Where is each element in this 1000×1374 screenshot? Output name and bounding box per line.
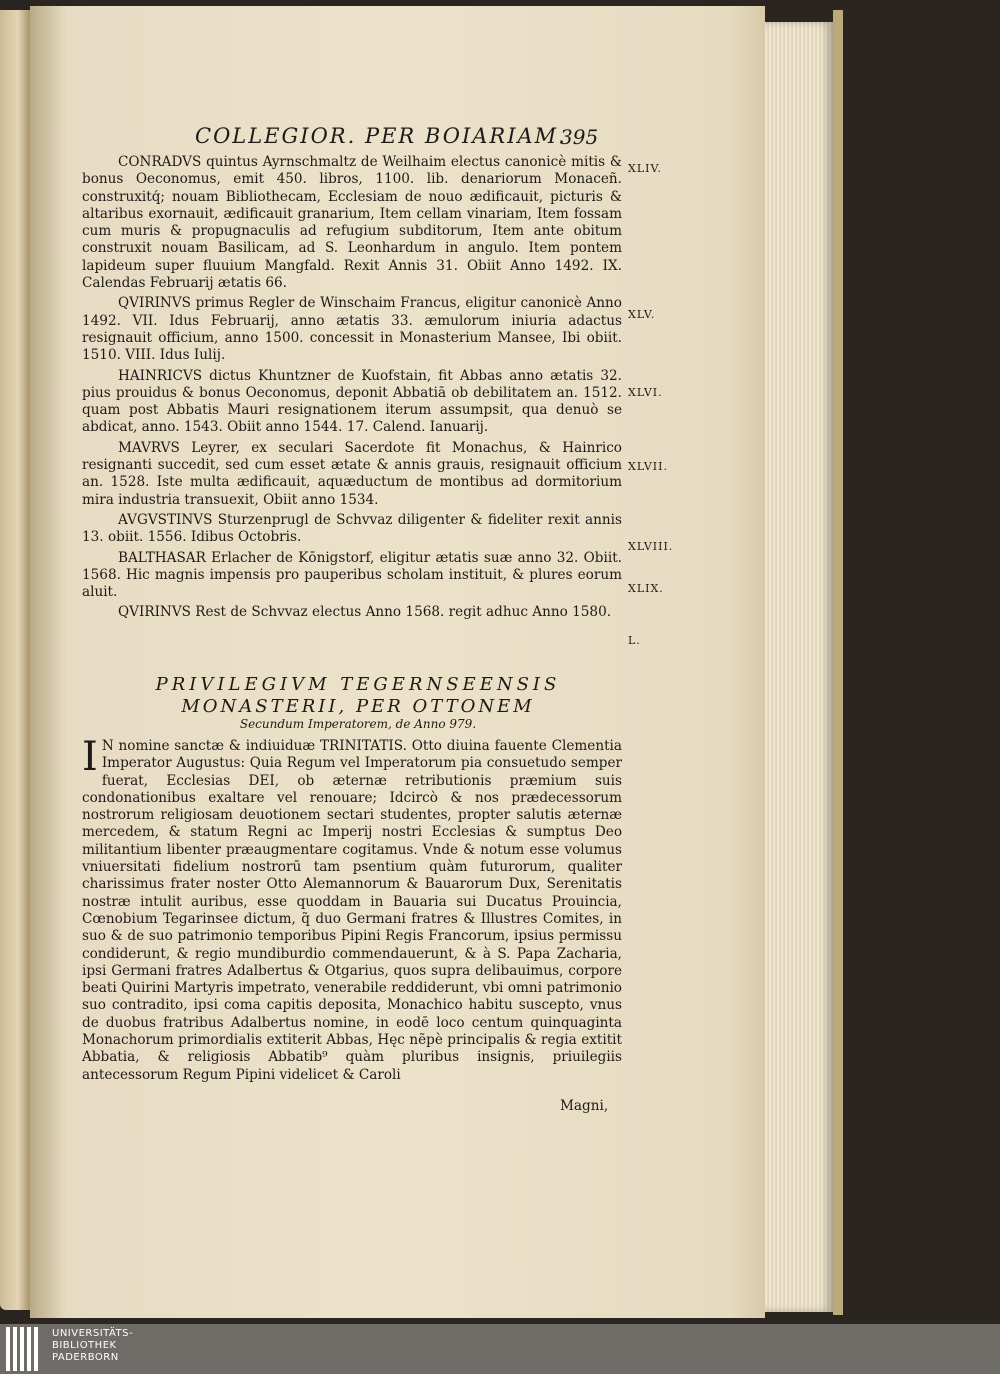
ordinal-marker: XLIV. (628, 162, 662, 175)
catchword: Magni, (560, 1098, 609, 1114)
book-cover-edge (833, 10, 843, 1315)
list-item: QVIRINVS primus Regler de Winschaim Francus, eligitur canonicè Anno 1492. VII. Idus Februarij, anno ætatis 33. æmulorum iniuria adactus resignauit officium, anno 1500. concessit in Monasterium Mansee, Ibi obiit. 1510. VIII. Idus Iulij. (82, 295, 622, 364)
section-subtitle: MONASTERII, PER OTTONEM (181, 696, 535, 717)
list-item: BALTHASAR Erlacher de Kōnigstorf, eligitur ætatis suæ anno 32. Obiit. 1568. Hic magnis impensis pro pauperibus scholam instituit, & plures eorum aluit. (82, 549, 622, 601)
list-item: AVGVSTINVS Sturzenprugl de Schvvaz diligenter & fideliter rexit annis 13. obiit. 1556. Idibus Octobris. (82, 511, 622, 546)
left-page-edge (0, 10, 30, 1310)
list-item: HAINRICVS dictus Khuntzner de Kuofstain, fit Abbas anno ætatis 32. pius prouidus & bonus Oeconomus, deponit Abbatiā ob debilitatem an. 1512. quam post Abbatis Mauri resignationem iterum assumpsit, qua denuò se abdicat, anno. 1543. Obiit anno 1544. 17. Calend. Ianuarij. (82, 367, 622, 436)
library-logo-icon (6, 1327, 42, 1371)
list-item: MAVRVS Leyrer, ex seculari Sacerdote fit Monachus, & Hainrico resignanti succedit, sed cum esset ætate & annis grauis, resignauit officium an. 1528. Iste multa ædificauit, aquæductum de montibus ad dormitorium mira industria transuexit, Obiit anno 1534. (82, 439, 622, 508)
page-number: 395 (560, 125, 599, 149)
ordinal-marker: XLIX. (628, 582, 664, 595)
library-name: UNIVERSITÄTS- BIBLIOTHEK PADERBORN (52, 1328, 134, 1363)
list-item: CONRADVS quintus Ayrnschmaltz de Weilhaim electus canonicè mitis & bonus Oeconomus, emit 450. libros, 1100. lib. denariorum Monaceñ. construxitq́; nouam Bibliothecam, Ecclesiam de nouo ædificauit, picturis & altaribus exornauit, ædificauit granarium, Item cellam vinariam, Item fossam cum muris & propugnaculis ad refugium subditorum, Item ante obitum construxit nouam Basilicam, ad S. Leonhardum in angulo. Item pontem lapideum super fluuium Mangfald. Rexit Annis 31. Obiit Anno 1492. IX. Calendas Februarij ætatis 66. (82, 154, 622, 292)
ordinal-marker: XLV. (628, 308, 656, 321)
ordinal-marker: XLVIII. (628, 540, 674, 553)
ordinal-marker: XLVI. (628, 386, 663, 399)
privilege-text (82, 734, 622, 1084)
page-edges (765, 22, 833, 1312)
section-date-line: Secundum Imperatorem, de Anno 979. (239, 717, 477, 731)
abbot-list (82, 154, 622, 625)
section-title: PRIVILEGIVM TEGERNSEENSIS (155, 674, 561, 695)
list-item: QVIRINVS Rest de Schvvaz electus Anno 1568. regit adhuc Anno 1580. (118, 604, 612, 621)
library-footer (0, 1324, 1000, 1374)
running-head: COLLEGIOR. PER BOIARIAM. (195, 124, 567, 148)
ordinal-marker: L. (628, 634, 641, 647)
ordinal-marker: XLVII. (628, 460, 668, 473)
privilege-body: N nomine sanctæ & indiuiduæ TRINITATIS. Otto diuina fauente Clementia Imperator Augustus: Quia Regum vel Imperatorum pia consuetudo semper fuerat, Ecclesias DEI, ob æternæ retributionis præmium suis condonationibus exaltare vel renouare; Idcircò & nos prædecessorum nostrorum religiosam deuotionem sectari studentes, propter salutis æternæ mercedem, & statum Regni ac Imperij nostri Ecclesias & sumptus Deo militantium libenter præaugmentare cogitamus. Vnde & notum esse volumus vniuersitati fidelium nostrorū tam psentium quàm futurorum, qualiter charissimus frater noster Otto Alemannorum & Bauarorum Dux, Serenitatis nostræ intulit auribus, esse quoddam in Bauaria sui Ducatus Prouincia, Cœnobium Tegarinsee dictum, q̃ duo Germani fratres & Illustres Comites, in suo & de suo patrimonio temporibus Pipini Regis Francorum, ipsius permissu condiderunt, & regio mundiburdio commendauerunt, & à S. Papa Zacharia, ipsi Germani fratres Adalbertus & Otgarius, quos supra delibauimus, corpore beati Quirini Martyris impetrato, venerabile reddiderunt, vbi omni patrimonio suo contradito, ipsi coma capitis deposita, Monachico habitu suscepto, vnus de duobus fratribus Adalbertus nomine, in eodē loco centum quinquaginta Monachorum primordialis extiterit Abbas, Hęc nẽpè principalis & regia extitit Abbatia, & religiosis Abbatib⁹ quàm pluribus insignis, priuilegiis antecessorum Regum Pipini videlicet & Caroli (82, 738, 622, 1083)
drop-cap: I (82, 734, 98, 780)
